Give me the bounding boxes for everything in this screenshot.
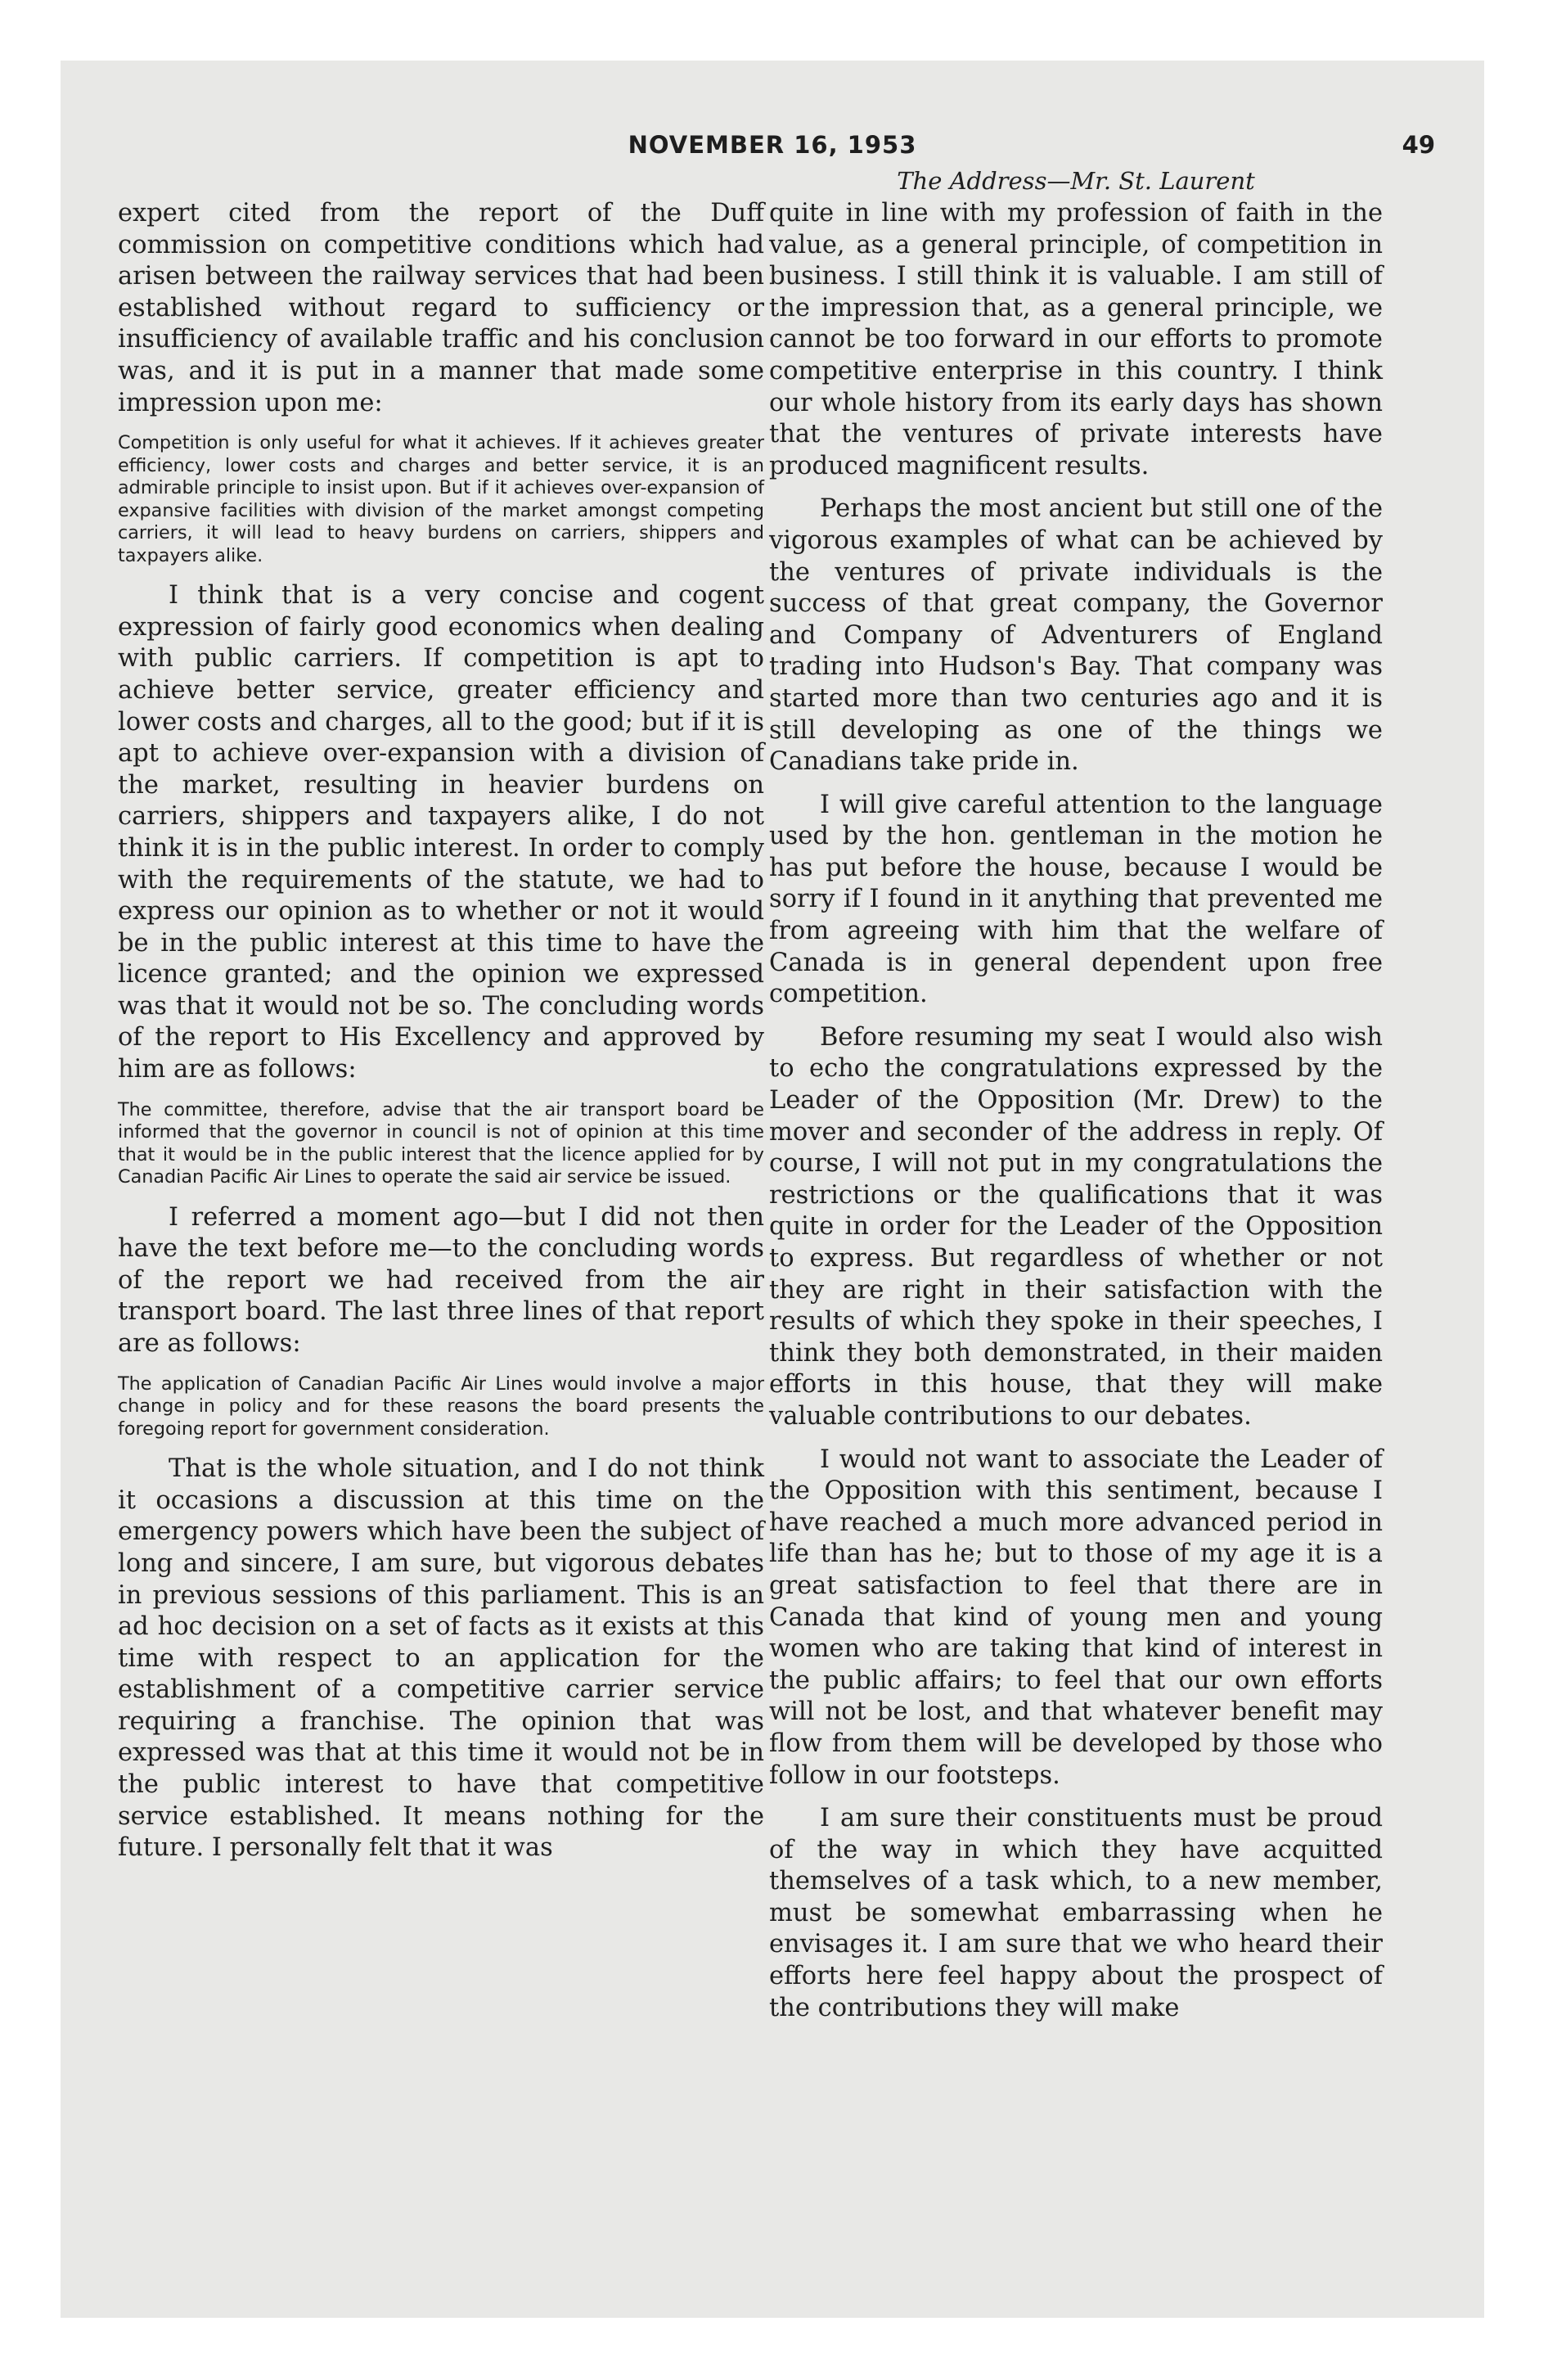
block-quote: Competition is only useful for what it achieves. If it achieves greater efficiency, lower costs and charges and better service, it is an admirable principle to insist upon. But if it achieves over-expansion of expansive facilities with division of the market amongst competing carriers, it will lead to heavy burdens on carriers, shippers and taxpayers alike. [118,432,764,566]
page-date-header: NOVEMBER 16, 1953 [628,131,917,159]
paragraph: I think that is a very concise and cogent expression of fairly good economics when dealing with public carriers. If competition is apt to achieve better service, greater efficiency and lower costs and charges, all to the good; but if it is apt to achieve over-expansion with a division of the market, resulting in heavier burdens on carriers, shippers and taxpayers alike, I do not think it is in the public interest. In order to comply with the requirements of the statute, we had to express our opinion as to whether or not it would be in the public interest at this time to have the licence granted; and the opinion we expressed was that it would not be so. The concluding words of the report to His Excellency and approved by him are as follows: [118,581,764,1084]
paragraph: That is the whole situation, and I do not think it occasions a discussion at this time on the emergency powers which have been the subject of long and sincere, I am sure, but vigorous debates in previous sessions of this parliament. This is an ad hoc decision on a set of facts as it exists at this time with respect to an application for the establishment of a competitive carrier service requiring a franchise. The opinion that was expressed was that at this time it would not be in the public interest to have that competitive service established. It means nothing for the future. I personally felt that it was [118,1454,764,1863]
right-column [769,198,1383,2024]
paragraph: I am sure their constituents must be proud of the way in which they have acquitted themselves of a task which, to a new member, must be somewhat embarrassing when he envisages it. I am sure that we who heard their efforts here feel happy about the prospect of the contributions they will make [769,1804,1383,2022]
paragraph: quite in line with my profession of faith in the value, as a general principle, of competition in business. I still think it is valuable. I am still of the impression that, as a general principle, we cannot be too forward in our efforts to promote competitive enterprise in this country. I think our whole history from its early days has shown that the ventures of private interests have produced magnificent results. [769,199,1383,480]
block-quote: The application of Canadian Pacific Air Lines would involve a major change in policy and for these reasons the board presents the foregoing report for government consideration. [118,1373,764,1440]
paragraph: I referred a moment ago—but I did not then have the text before me—to the concluding words of the report we had received from the air transport board. The last three lines of that report are as follows: [118,1202,764,1359]
paragraph: I would not want to associate the Leader of the Opposition with this sentiment, because I have reached a much more advanced period in life than has he; but to those of my age it is a great satisfaction to feel that there are in Canada that kind of young men and young women who are taking that kind of interest in the public affairs; to feel that our own efforts will not be lost, and that whatever benefit may flow from them will be developed by those who follow in our footsteps. [769,1445,1383,1790]
paragraph: Perhaps the most ancient but still one of the vigorous examples of what can be achieved by the ventures of private individuals is the success of that great company, the Governor and Company of Adventurers of England trading into Hudson's Bay. That company was started more than two centuries ago and it is still developing as one of the things we Canadians take pride in. [769,494,1383,777]
running-head: The Address—Mr. St. Laurent [897,167,1255,195]
page-number: 49 [1402,131,1435,159]
paragraph: I will give careful attention to the language used by the hon. gentleman in the motion he has put before the house, because I would be sorry if I found in it anything that prevented me from agreeing with him that the welfare of Canada is in general dependent upon free competition. [769,790,1383,1009]
block-quote: The committee, therefore, advise that the air transport board be informed that the governor in council is not of opinion at this time that it would be in the public interest that the licence applied for by Canadian Pacific Air Lines to operate the said air service be issued. [118,1098,764,1188]
document-page [61,61,1484,2318]
paragraph: expert cited from the report of the Duff commission on competitive conditions which had arisen between the railway services that had been established without regard to sufficiency or insufficiency of available traffic and his conclusion was, and it is put in a manner that made some impression upon me: [118,199,764,417]
paragraph: Before resuming my seat I would also wish to echo the congratulations expressed by the Leader of the Opposition (Mr. Drew) to the mover and seconder of the address in reply. Of course, I will not put in my congratulations the restrictions or the qualifications that it was quite in order for the Leader of the Opposition to express. But regardless of whether or not they are right in their satisfaction with the results of which they spoke in their speeches, I think they both demonstrated, in their maiden efforts in this house, that they will make valuable contributions to our debates. [769,1022,1383,1431]
left-column [118,198,764,1864]
